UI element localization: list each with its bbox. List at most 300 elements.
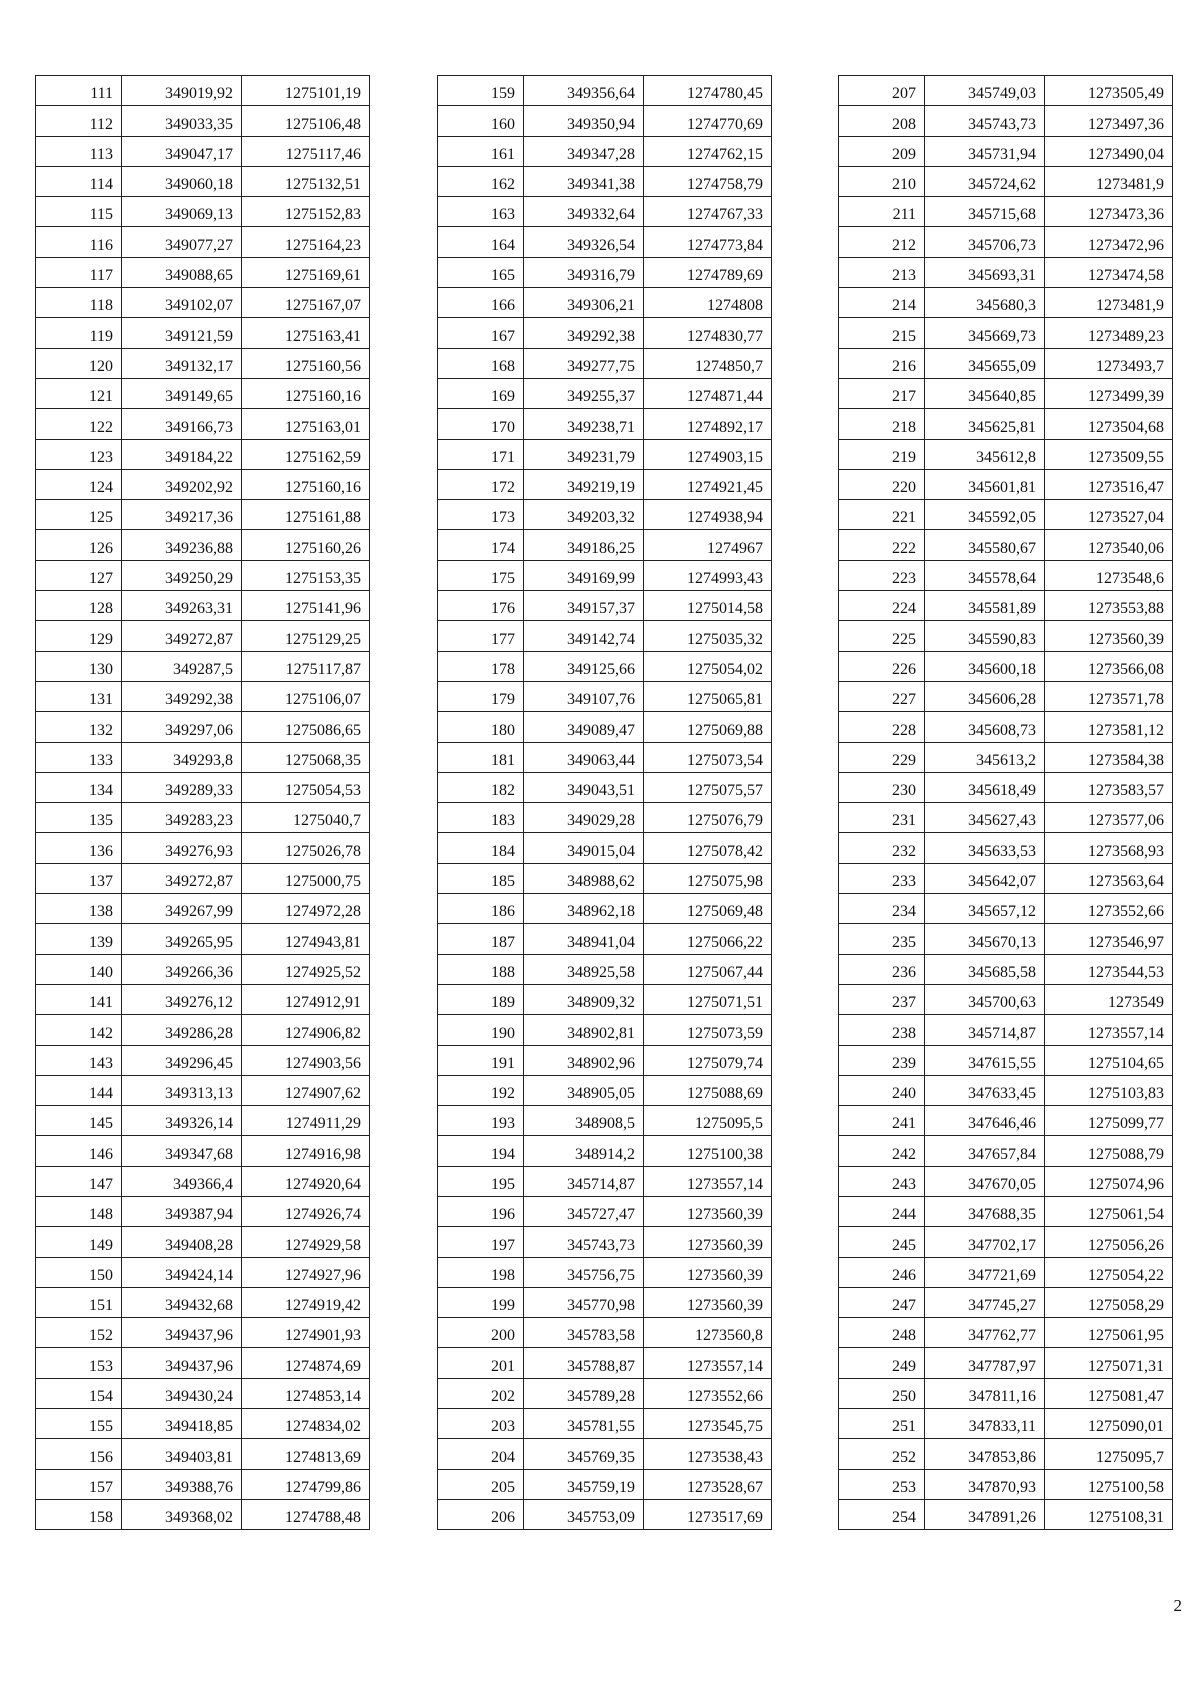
y-coordinate-cell: 1273557,14 — [644, 1348, 772, 1378]
y-coordinate-cell: 1273497,36 — [1045, 106, 1173, 136]
y-coordinate-cell: 1275117,87 — [242, 651, 370, 681]
x-coordinate-cell: 349015,04 — [524, 833, 644, 863]
table-row — [36, 681, 370, 711]
y-coordinate-cell: 1275103,83 — [1045, 1075, 1173, 1105]
y-coordinate-cell: 1274993,43 — [644, 560, 772, 590]
point-number-cell: 221 — [839, 500, 925, 530]
point-number-cell: 160 — [438, 106, 524, 136]
y-coordinate-cell: 1273560,39 — [644, 1227, 772, 1257]
y-coordinate-cell: 1273552,66 — [1045, 894, 1173, 924]
y-coordinate-cell: 1273560,8 — [644, 1318, 772, 1348]
point-number-cell: 217 — [839, 378, 925, 408]
point-number-cell: 149 — [36, 1227, 122, 1257]
y-coordinate-cell: 1273568,93 — [1045, 833, 1173, 863]
table-row — [36, 76, 370, 106]
x-coordinate-cell: 349236,88 — [122, 530, 242, 560]
y-coordinate-cell: 1273560,39 — [644, 1287, 772, 1317]
x-coordinate-cell: 349287,5 — [122, 651, 242, 681]
y-coordinate-cell: 1275100,38 — [644, 1136, 772, 1166]
table-row — [36, 924, 370, 954]
x-coordinate-cell: 349266,36 — [122, 954, 242, 984]
table-row — [36, 1439, 370, 1469]
point-number-cell: 212 — [839, 227, 925, 257]
y-coordinate-cell: 1275069,48 — [644, 894, 772, 924]
point-number-cell: 228 — [839, 712, 925, 742]
x-coordinate-cell: 345606,28 — [925, 681, 1045, 711]
x-coordinate-cell: 349047,17 — [122, 136, 242, 166]
point-number-cell: 168 — [438, 348, 524, 378]
table-row — [839, 772, 1173, 802]
point-number-cell: 172 — [438, 469, 524, 499]
table-row — [36, 1318, 370, 1348]
y-coordinate-cell: 1273499,39 — [1045, 378, 1173, 408]
y-coordinate-cell: 1274762,15 — [644, 136, 772, 166]
x-coordinate-cell: 349203,32 — [524, 500, 644, 530]
point-number-cell: 199 — [438, 1287, 524, 1317]
table-row — [438, 318, 772, 348]
y-coordinate-cell: 1275129,25 — [242, 621, 370, 651]
table-row — [36, 1287, 370, 1317]
table-row — [438, 651, 772, 681]
y-coordinate-cell: 1273581,12 — [1045, 712, 1173, 742]
table-row — [839, 1227, 1173, 1257]
x-coordinate-cell: 348941,04 — [524, 924, 644, 954]
y-coordinate-cell: 1273472,96 — [1045, 227, 1173, 257]
y-coordinate-cell: 1275161,88 — [242, 500, 370, 530]
x-coordinate-cell: 345601,81 — [925, 469, 1045, 499]
table-row — [36, 106, 370, 136]
x-coordinate-cell: 348905,05 — [524, 1075, 644, 1105]
x-coordinate-cell: 347702,17 — [925, 1227, 1045, 1257]
table-row — [839, 742, 1173, 772]
y-coordinate-cell: 1275153,35 — [242, 560, 370, 590]
table-row — [839, 1196, 1173, 1226]
table-row — [438, 409, 772, 439]
table-row — [438, 1257, 772, 1287]
table-row — [839, 1469, 1173, 1499]
y-coordinate-cell: 1275061,95 — [1045, 1318, 1173, 1348]
y-coordinate-cell: 1273481,9 — [1045, 166, 1173, 196]
x-coordinate-cell: 349089,47 — [524, 712, 644, 742]
x-coordinate-cell: 347657,84 — [925, 1136, 1045, 1166]
point-number-cell: 114 — [36, 166, 122, 196]
x-coordinate-cell: 349107,76 — [524, 681, 644, 711]
table-row — [438, 591, 772, 621]
y-coordinate-cell: 1274903,56 — [242, 1045, 370, 1075]
table-row — [36, 772, 370, 802]
table-row — [438, 1106, 772, 1136]
y-coordinate-cell: 1273584,38 — [1045, 742, 1173, 772]
y-coordinate-cell: 1274903,15 — [644, 439, 772, 469]
y-coordinate-cell: 1274925,52 — [242, 954, 370, 984]
x-coordinate-cell: 347870,93 — [925, 1469, 1045, 1499]
y-coordinate-cell: 1274938,94 — [644, 500, 772, 530]
x-coordinate-cell: 345788,87 — [524, 1348, 644, 1378]
table-row — [839, 469, 1173, 499]
table-row — [36, 1499, 370, 1529]
point-number-cell: 252 — [839, 1439, 925, 1469]
x-coordinate-cell: 349347,28 — [524, 136, 644, 166]
y-coordinate-cell: 1275054,53 — [242, 772, 370, 802]
x-coordinate-cell: 349276,93 — [122, 833, 242, 863]
point-number-cell: 202 — [438, 1378, 524, 1408]
table-row — [438, 1166, 772, 1196]
point-number-cell: 214 — [839, 288, 925, 318]
x-coordinate-cell: 349142,74 — [524, 621, 644, 651]
x-coordinate-cell: 349316,79 — [524, 257, 644, 287]
y-coordinate-cell: 1273509,55 — [1045, 439, 1173, 469]
table-row — [438, 1136, 772, 1166]
point-number-cell: 251 — [839, 1409, 925, 1439]
x-coordinate-cell: 345753,09 — [524, 1499, 644, 1529]
table-row — [36, 378, 370, 408]
point-number-cell: 113 — [36, 136, 122, 166]
y-coordinate-cell: 1275035,32 — [644, 621, 772, 651]
table-row — [36, 257, 370, 287]
x-coordinate-cell: 349277,75 — [524, 348, 644, 378]
y-coordinate-cell: 1273560,39 — [644, 1196, 772, 1226]
table-row — [839, 1015, 1173, 1045]
y-coordinate-cell: 1273544,53 — [1045, 954, 1173, 984]
x-coordinate-cell: 349217,36 — [122, 500, 242, 530]
x-coordinate-cell: 345731,94 — [925, 136, 1045, 166]
point-number-cell: 189 — [438, 984, 524, 1014]
point-number-cell: 254 — [839, 1499, 925, 1529]
point-number-cell: 200 — [438, 1318, 524, 1348]
x-coordinate-cell: 349403,81 — [122, 1439, 242, 1469]
table-row — [438, 257, 772, 287]
x-coordinate-cell: 345743,73 — [524, 1227, 644, 1257]
point-number-cell: 215 — [839, 318, 925, 348]
y-coordinate-cell: 1273557,14 — [644, 1166, 772, 1196]
point-number-cell: 116 — [36, 227, 122, 257]
x-coordinate-cell: 349292,38 — [524, 318, 644, 348]
x-coordinate-cell: 345613,2 — [925, 742, 1045, 772]
table-row — [839, 1106, 1173, 1136]
table-row — [839, 1257, 1173, 1287]
table-row — [36, 469, 370, 499]
y-coordinate-cell: 1275090,01 — [1045, 1409, 1173, 1439]
y-coordinate-cell: 1273540,06 — [1045, 530, 1173, 560]
table-row — [438, 76, 772, 106]
y-coordinate-cell: 1275160,26 — [242, 530, 370, 560]
table-row — [36, 1196, 370, 1226]
y-coordinate-cell: 1275108,31 — [1045, 1499, 1173, 1529]
y-coordinate-cell: 1273516,47 — [1045, 469, 1173, 499]
x-coordinate-cell: 345680,3 — [925, 288, 1045, 318]
table-row — [438, 1409, 772, 1439]
point-number-cell: 138 — [36, 894, 122, 924]
point-number-cell: 178 — [438, 651, 524, 681]
point-number-cell: 240 — [839, 1075, 925, 1105]
table-row — [36, 409, 370, 439]
table-row — [839, 500, 1173, 530]
table-row — [839, 136, 1173, 166]
y-coordinate-cell: 1273474,58 — [1045, 257, 1173, 287]
table-row — [839, 257, 1173, 287]
point-number-cell: 208 — [839, 106, 925, 136]
point-number-cell: 171 — [438, 439, 524, 469]
table-row — [438, 166, 772, 196]
y-coordinate-cell: 1274919,42 — [242, 1287, 370, 1317]
point-number-cell: 253 — [839, 1469, 925, 1499]
x-coordinate-cell: 347615,55 — [925, 1045, 1045, 1075]
point-number-cell: 141 — [36, 984, 122, 1014]
y-coordinate-cell: 1273546,97 — [1045, 924, 1173, 954]
y-coordinate-cell: 1275067,44 — [644, 954, 772, 984]
y-coordinate-cell: 1274834,02 — [242, 1409, 370, 1439]
x-coordinate-cell: 349341,38 — [524, 166, 644, 196]
table-row — [839, 681, 1173, 711]
point-number-cell: 192 — [438, 1075, 524, 1105]
x-coordinate-cell: 349132,17 — [122, 348, 242, 378]
y-coordinate-cell: 1273473,36 — [1045, 197, 1173, 227]
table-row — [438, 1196, 772, 1226]
x-coordinate-cell: 349430,24 — [122, 1378, 242, 1408]
table-row — [36, 1045, 370, 1075]
y-coordinate-cell: 1274967 — [644, 530, 772, 560]
x-coordinate-cell: 348962,18 — [524, 894, 644, 924]
y-coordinate-cell: 1275056,26 — [1045, 1227, 1173, 1257]
point-number-cell: 182 — [438, 772, 524, 802]
y-coordinate-cell: 1274830,77 — [644, 318, 772, 348]
y-coordinate-cell: 1274780,45 — [644, 76, 772, 106]
y-coordinate-cell: 1273527,04 — [1045, 500, 1173, 530]
table-row — [36, 984, 370, 1014]
point-number-cell: 140 — [36, 954, 122, 984]
point-number-cell: 194 — [438, 1136, 524, 1166]
x-coordinate-cell: 349296,45 — [122, 1045, 242, 1075]
y-coordinate-cell: 1274920,64 — [242, 1166, 370, 1196]
x-coordinate-cell: 349432,68 — [122, 1287, 242, 1317]
table-row — [36, 560, 370, 590]
point-number-cell: 170 — [438, 409, 524, 439]
y-coordinate-cell: 1275117,46 — [242, 136, 370, 166]
point-number-cell: 146 — [36, 1136, 122, 1166]
x-coordinate-cell: 349125,66 — [524, 651, 644, 681]
table-row — [36, 1409, 370, 1439]
point-number-cell: 137 — [36, 863, 122, 893]
y-coordinate-cell: 1275101,19 — [242, 76, 370, 106]
y-coordinate-cell: 1275014,58 — [644, 591, 772, 621]
table-row — [839, 1166, 1173, 1196]
point-number-cell: 144 — [36, 1075, 122, 1105]
point-number-cell: 148 — [36, 1196, 122, 1226]
table-row — [36, 1136, 370, 1166]
point-number-cell: 135 — [36, 803, 122, 833]
y-coordinate-cell: 1273583,57 — [1045, 772, 1173, 802]
point-number-cell: 238 — [839, 1015, 925, 1045]
table-row — [36, 712, 370, 742]
y-coordinate-cell: 1275160,16 — [242, 378, 370, 408]
point-number-cell: 152 — [36, 1318, 122, 1348]
table-row — [438, 197, 772, 227]
y-coordinate-cell: 1274799,86 — [242, 1469, 370, 1499]
table-row — [839, 348, 1173, 378]
table-row — [36, 1469, 370, 1499]
table-row — [839, 924, 1173, 954]
point-number-cell: 157 — [36, 1469, 122, 1499]
y-coordinate-cell: 1275054,22 — [1045, 1257, 1173, 1287]
point-number-cell: 197 — [438, 1227, 524, 1257]
x-coordinate-cell: 347745,27 — [925, 1287, 1045, 1317]
table-row — [36, 591, 370, 621]
point-number-cell: 244 — [839, 1196, 925, 1226]
x-coordinate-cell: 345590,83 — [925, 621, 1045, 651]
point-number-cell: 134 — [36, 772, 122, 802]
table-row — [36, 439, 370, 469]
table-row — [438, 833, 772, 863]
table-row — [438, 894, 772, 924]
point-number-cell: 115 — [36, 197, 122, 227]
point-number-cell: 219 — [839, 439, 925, 469]
point-number-cell: 193 — [438, 1106, 524, 1136]
x-coordinate-cell: 345706,73 — [925, 227, 1045, 257]
x-coordinate-cell: 349186,25 — [524, 530, 644, 560]
x-coordinate-cell: 345625,81 — [925, 409, 1045, 439]
x-coordinate-cell: 349418,85 — [122, 1409, 242, 1439]
x-coordinate-cell: 349184,22 — [122, 439, 242, 469]
point-number-cell: 204 — [438, 1439, 524, 1469]
point-number-cell: 191 — [438, 1045, 524, 1075]
x-coordinate-cell: 345781,55 — [524, 1409, 644, 1439]
y-coordinate-cell: 1275079,74 — [644, 1045, 772, 1075]
table-row — [438, 1348, 772, 1378]
x-coordinate-cell: 349077,27 — [122, 227, 242, 257]
point-number-cell: 247 — [839, 1287, 925, 1317]
table-row — [36, 1348, 370, 1378]
coordinates-table-1 — [35, 75, 370, 1530]
point-number-cell: 186 — [438, 894, 524, 924]
point-number-cell: 245 — [839, 1227, 925, 1257]
x-coordinate-cell: 349293,8 — [122, 742, 242, 772]
x-coordinate-cell: 348902,96 — [524, 1045, 644, 1075]
table-row — [839, 1287, 1173, 1317]
table-row — [438, 439, 772, 469]
table-row — [839, 1378, 1173, 1408]
table-row — [36, 863, 370, 893]
point-number-cell: 242 — [839, 1136, 925, 1166]
table-row — [839, 1045, 1173, 1075]
y-coordinate-cell: 1275106,07 — [242, 681, 370, 711]
point-number-cell: 249 — [839, 1348, 925, 1378]
x-coordinate-cell: 345789,28 — [524, 1378, 644, 1408]
point-number-cell: 125 — [36, 500, 122, 530]
y-coordinate-cell: 1274808 — [644, 288, 772, 318]
y-coordinate-cell: 1275163,01 — [242, 409, 370, 439]
point-number-cell: 136 — [36, 833, 122, 863]
y-coordinate-cell: 1273563,64 — [1045, 863, 1173, 893]
table-row — [839, 409, 1173, 439]
x-coordinate-cell: 349272,87 — [122, 863, 242, 893]
x-coordinate-cell: 347721,69 — [925, 1257, 1045, 1287]
table-row — [438, 772, 772, 802]
x-coordinate-cell: 345670,13 — [925, 924, 1045, 954]
x-coordinate-cell: 349292,38 — [122, 681, 242, 711]
table-row — [438, 1469, 772, 1499]
y-coordinate-cell: 1275132,51 — [242, 166, 370, 196]
y-coordinate-cell: 1273505,49 — [1045, 76, 1173, 106]
y-coordinate-cell: 1274972,28 — [242, 894, 370, 924]
y-coordinate-cell: 1273571,78 — [1045, 681, 1173, 711]
x-coordinate-cell: 345714,87 — [524, 1166, 644, 1196]
x-coordinate-cell: 349368,02 — [122, 1499, 242, 1529]
x-coordinate-cell: 349063,44 — [524, 742, 644, 772]
x-coordinate-cell: 349332,64 — [524, 197, 644, 227]
table-row — [839, 591, 1173, 621]
table-row — [438, 1439, 772, 1469]
y-coordinate-cell: 1275078,42 — [644, 833, 772, 863]
y-coordinate-cell: 1275086,65 — [242, 712, 370, 742]
y-coordinate-cell: 1273504,68 — [1045, 409, 1173, 439]
point-number-cell: 203 — [438, 1409, 524, 1439]
table-row — [438, 1045, 772, 1075]
point-number-cell: 129 — [36, 621, 122, 651]
point-number-cell: 184 — [438, 833, 524, 863]
point-number-cell: 128 — [36, 591, 122, 621]
table-row — [839, 1499, 1173, 1529]
y-coordinate-cell: 1275073,54 — [644, 742, 772, 772]
x-coordinate-cell: 349202,92 — [122, 469, 242, 499]
point-number-cell: 174 — [438, 530, 524, 560]
y-coordinate-cell: 1274921,45 — [644, 469, 772, 499]
table-row — [438, 1499, 772, 1529]
point-number-cell: 122 — [36, 409, 122, 439]
x-coordinate-cell: 345612,8 — [925, 439, 1045, 469]
table-row — [438, 863, 772, 893]
y-coordinate-cell: 1273493,7 — [1045, 348, 1173, 378]
y-coordinate-cell: 1274943,81 — [242, 924, 370, 954]
y-coordinate-cell: 1275167,07 — [242, 288, 370, 318]
table-row — [438, 560, 772, 590]
table-row — [839, 833, 1173, 863]
y-coordinate-cell: 1273566,08 — [1045, 651, 1173, 681]
x-coordinate-cell: 349437,96 — [122, 1348, 242, 1378]
y-coordinate-cell: 1275099,77 — [1045, 1106, 1173, 1136]
y-coordinate-cell: 1273489,23 — [1045, 318, 1173, 348]
y-coordinate-cell: 1274901,93 — [242, 1318, 370, 1348]
x-coordinate-cell: 349408,28 — [122, 1227, 242, 1257]
y-coordinate-cell: 1273548,6 — [1045, 560, 1173, 590]
table-row — [36, 742, 370, 772]
table-row — [438, 1015, 772, 1045]
x-coordinate-cell: 349366,4 — [122, 1166, 242, 1196]
point-number-cell: 246 — [839, 1257, 925, 1287]
y-coordinate-cell: 1274773,84 — [644, 227, 772, 257]
point-number-cell: 175 — [438, 560, 524, 590]
point-number-cell: 201 — [438, 1348, 524, 1378]
y-coordinate-cell: 1275095,5 — [644, 1106, 772, 1136]
table-row — [36, 803, 370, 833]
point-number-cell: 163 — [438, 197, 524, 227]
x-coordinate-cell: 345669,73 — [925, 318, 1045, 348]
point-number-cell: 124 — [36, 469, 122, 499]
point-number-cell: 167 — [438, 318, 524, 348]
x-coordinate-cell: 345769,35 — [524, 1439, 644, 1469]
point-number-cell: 111 — [36, 76, 122, 106]
table-row — [438, 621, 772, 651]
point-number-cell: 190 — [438, 1015, 524, 1045]
point-number-cell: 225 — [839, 621, 925, 651]
point-number-cell: 187 — [438, 924, 524, 954]
point-number-cell: 181 — [438, 742, 524, 772]
table-row — [839, 894, 1173, 924]
table-row — [839, 288, 1173, 318]
table-row — [438, 984, 772, 1014]
x-coordinate-cell: 349033,35 — [122, 106, 242, 136]
table-row — [438, 1075, 772, 1105]
y-coordinate-cell: 1274871,44 — [644, 378, 772, 408]
